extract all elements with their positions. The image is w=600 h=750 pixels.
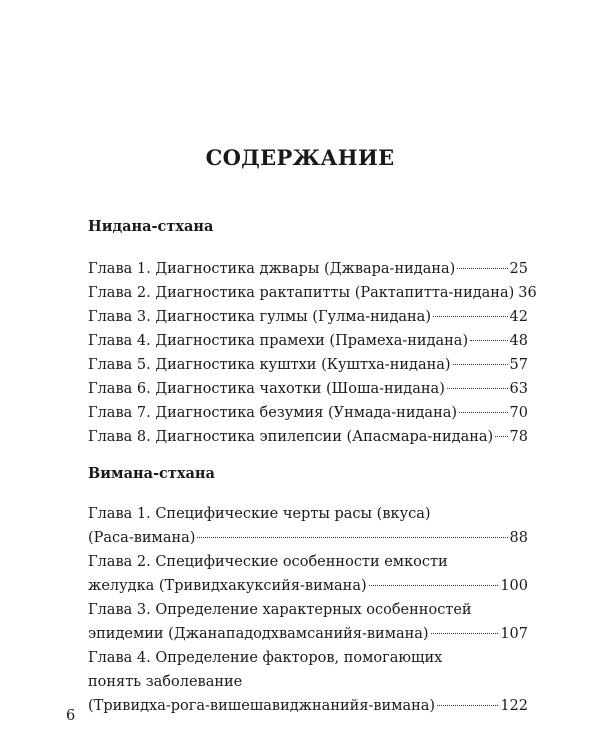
leader-dots — [433, 316, 508, 317]
entry-first-line: Глава 2. Специфические особенности емкости — [88, 554, 448, 570]
entry-label: Глава 3. Диагностика гулмы (Гулма-нидана) — [88, 309, 431, 325]
entry-label: (Раса-вимана) — [88, 530, 196, 546]
toc-entry — [88, 694, 528, 718]
leader-dots — [431, 633, 499, 634]
entry-page: 42 — [509, 309, 528, 325]
toc-entry — [88, 526, 528, 550]
entry-page: 36 — [518, 285, 537, 301]
leader-dots — [197, 537, 507, 538]
entry-label: Глава 5. Диагностика куштхи (Куштха-нидана) — [88, 357, 451, 373]
toc-entry — [88, 353, 528, 377]
entry-first-line: Глава 1. Специфические черты расы (вкуса) — [88, 506, 431, 522]
entry-second-line: понять заболевание — [88, 674, 243, 690]
toc-entry — [88, 401, 528, 425]
toc-entry — [88, 329, 528, 353]
entry-page: 107 — [500, 626, 528, 642]
entry-page: 122 — [500, 698, 528, 714]
entry-page: 25 — [509, 261, 528, 277]
toc-entry — [88, 305, 528, 329]
entry-label: Глава 6. Диагностика чахотки (Шоша-нидана) — [88, 381, 445, 397]
entry-page: 70 — [509, 405, 528, 421]
entry-page: 100 — [500, 578, 528, 594]
leader-dots — [495, 436, 507, 437]
leader-dots — [437, 705, 498, 706]
entry-label: Глава 8. Диагностика эпилепсии (Апасмара-нидана) — [88, 429, 494, 445]
entry-page: 63 — [509, 381, 528, 397]
entry-page: 48 — [509, 333, 528, 349]
entry-page: 78 — [509, 429, 528, 445]
entry-page: 57 — [509, 357, 528, 373]
toc-entry — [88, 425, 528, 449]
toc-entry — [88, 574, 528, 598]
section-heading-vimana: Вимана-стхана — [88, 465, 215, 482]
leader-dots — [457, 268, 507, 269]
entry-label: Глава 4. Диагностика прамехи (Прамеха-нидана) — [88, 333, 469, 349]
toc-entry — [88, 377, 528, 401]
entry-page: 88 — [509, 530, 528, 546]
section-heading-nidana: Нидана-стхана — [88, 218, 214, 235]
entry-label: (Тривидха-рога-вишешавиджнанийя-вимана) — [88, 698, 436, 714]
leader-dots — [453, 364, 508, 365]
toc-entry — [88, 281, 537, 305]
entry-label: Глава 2. Диагностика рактапитты (Рактапитта-нидана) — [88, 285, 515, 301]
entry-label: эпидемии (Джанападодхвамсанийя-вимана) — [88, 626, 429, 642]
entry-label: Глава 1. Диагностика джвары (Джвара-нидана) — [88, 261, 456, 277]
page-number: 6 — [66, 708, 76, 724]
leader-dots — [470, 340, 507, 341]
leader-dots — [447, 388, 508, 389]
page-title: СОДЕРЖАНИЕ — [205, 145, 395, 170]
leader-dots — [369, 585, 499, 586]
toc-entry — [88, 257, 528, 281]
leader-dots — [459, 412, 508, 413]
entry-first-line: Глава 3. Определение характерных особенностей — [88, 602, 472, 618]
entry-first-line: Глава 4. Определение факторов, помогающих — [88, 650, 443, 666]
entry-label: Глава 7. Диагностика безумия (Унмада-нидана) — [88, 405, 458, 421]
toc-entry — [88, 622, 528, 646]
entry-label: желудка (Тривидхакуксийя-вимана) — [88, 578, 367, 594]
